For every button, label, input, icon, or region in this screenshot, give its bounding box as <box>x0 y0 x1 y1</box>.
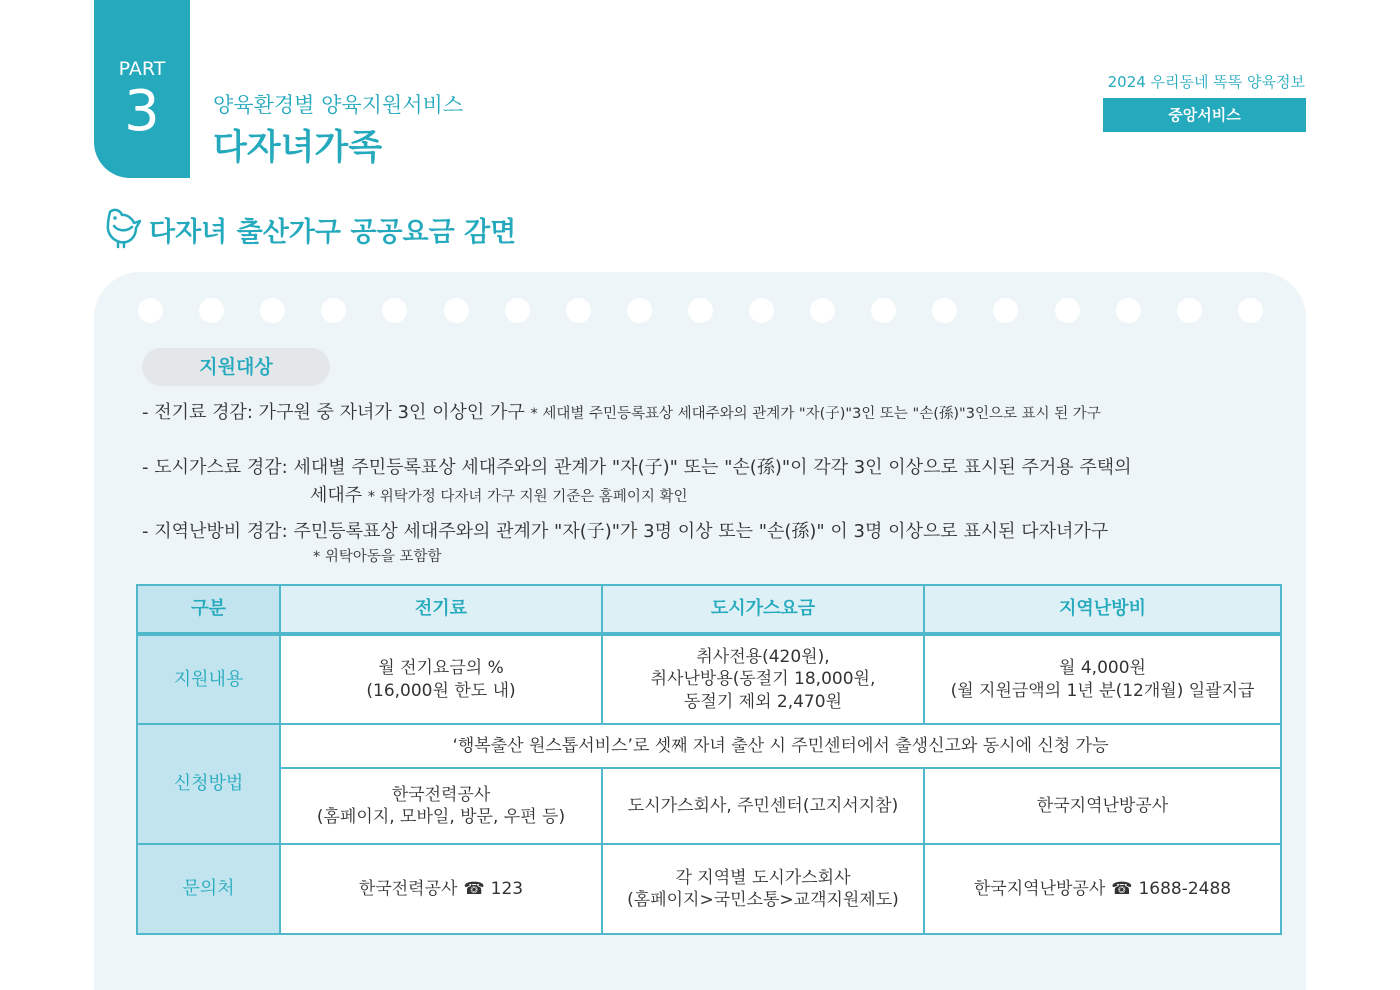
apply-electric <box>280 768 602 844</box>
contact-electric-org: 한국전력공사 <box>358 878 458 899</box>
electric-target-text: - 전기료 경감: 가구원 중 자녀가 3인 이상인 가구 <box>142 402 525 423</box>
support-heating <box>924 634 1281 724</box>
contact-gas-line1: 각 지역별 도시가스회사 <box>675 867 851 888</box>
heating-target-note <box>313 545 442 566</box>
table-row-apply-common <box>137 724 1281 768</box>
binder-dot <box>444 298 469 323</box>
support-heating-line2: (월 지원금액의 1년 분(12개월) 일괄지급 <box>950 680 1255 701</box>
contact-electric <box>280 844 602 934</box>
row-label-contact: 문의처 <box>137 844 280 934</box>
binder-dot <box>1055 298 1080 323</box>
contact-gas <box>602 844 924 934</box>
table-header-row <box>137 585 1281 634</box>
binder-dot <box>932 298 957 323</box>
phone-icon: ☎ <box>463 878 485 899</box>
binder-dot <box>749 298 774 323</box>
section-title: 다자녀 출산가구 공공요금 감면 <box>149 217 517 248</box>
part-number: 3 <box>124 79 160 144</box>
support-gas-line1: 취사전용(420원), <box>696 647 830 668</box>
support-gas <box>602 634 924 724</box>
row-label-apply: 신청방법 <box>137 724 280 844</box>
binder-dot <box>260 298 285 323</box>
part-tab <box>94 0 190 178</box>
support-gas-line3: 동절기 제외 2,470원 <box>683 691 842 712</box>
header-gas: 도시가스요금 <box>602 585 924 634</box>
apply-electric-line1: 한국전력공사 <box>391 784 491 805</box>
binder-dot <box>138 298 163 323</box>
binder-dot <box>505 298 530 323</box>
fee-discount-table <box>136 584 1282 935</box>
table-row-contact <box>137 844 1281 934</box>
binder-dot <box>993 298 1018 323</box>
bird-icon <box>100 206 144 250</box>
binder-dot <box>321 298 346 323</box>
apply-electric-line2: (홈페이지, 모바일, 방문, 우편 등) <box>316 807 566 827</box>
binder-dot <box>871 298 896 323</box>
binder-dot <box>627 298 652 323</box>
target-label: 지원대상 <box>142 348 330 386</box>
support-electric-line1: 월 전기요금의 % <box>378 658 504 679</box>
binder-dot <box>566 298 591 323</box>
gas-target-text: 세대주 <box>310 485 363 506</box>
apply-gas: 도시가스회사, 주민센터(고지서지참) <box>602 768 924 844</box>
phone-icon: ☎ <box>1111 878 1133 899</box>
gas-target-line1: - 도시가스료 경감: 세대별 주민등록표상 세대주와의 관계가 "자(子)" 또는 "손(孫)"이 각각 3인 이상으로 표시된 주거용 주택의 <box>142 457 1132 478</box>
publication-title: 2024 우리동네 똑똑 양육정보 <box>1107 73 1305 91</box>
contact-heating-org: 한국지역난방공사 <box>973 878 1106 899</box>
part-label: PART <box>118 58 166 80</box>
apply-common: ‘행복출산 원스톱서비스’로 셋째 자녀 출산 시 주민센터에서 출생신고와 동시에 신청 가능 <box>280 724 1281 768</box>
gas-target-note: * 위탁가정 다자녀 가구 지원 기준은 홈페이지 확인 <box>367 489 688 505</box>
support-gas-line2: 취사난방용(동절기 18,000원, <box>650 669 876 690</box>
header-category: 구분 <box>137 585 280 634</box>
gas-target-line2 <box>310 481 688 507</box>
electric-target-note: * 세대별 주민등록표상 세대주와의 관계가 "자(子)"3인 또는 "손(孫)"3인으로 표시 된 가구 <box>530 406 1101 422</box>
table-row-support <box>137 634 1281 724</box>
contact-electric-phone: 123 <box>490 878 524 899</box>
support-heating-line1: 월 4,000원 <box>1059 658 1146 679</box>
binder-dot <box>1238 298 1263 323</box>
binder-dot <box>199 298 224 323</box>
support-electric-line2: (16,000원 한도 내) <box>366 680 516 701</box>
support-electric <box>280 634 602 724</box>
binder-dots <box>138 298 1268 324</box>
heating-target-line1: - 지역난방비 경감: 주민등록표상 세대주와의 관계가 "자(子)"가 3명 이상 또는 "손(孫)" 이 3명 이상으로 표시된 다자녀가구 <box>142 521 1109 542</box>
electric-target <box>142 398 1101 424</box>
apply-heating: 한국지역난방공사 <box>924 768 1281 844</box>
binder-dot <box>810 298 835 323</box>
heating-target-note-text: * 위탁아동을 포함함 <box>313 549 442 565</box>
chapter-subtitle: 양육환경별 양육지원서비스 <box>213 93 464 117</box>
row-label-support: 지원내용 <box>137 634 280 724</box>
binder-dot <box>1116 298 1141 323</box>
binder-dot <box>382 298 407 323</box>
category-badge: 중앙서비스 <box>1103 98 1306 132</box>
header-electric: 전기료 <box>280 585 602 634</box>
contact-heating-phone: 1688-2488 <box>1138 878 1232 899</box>
header-heating: 지역난방비 <box>924 585 1281 634</box>
binder-dot <box>688 298 713 323</box>
binder-dot <box>1177 298 1202 323</box>
table-row-apply <box>137 768 1281 844</box>
chapter-title: 다자녀가족 <box>213 128 383 168</box>
contact-gas-line2: (홈페이지>국민소통>교객지원제도) <box>627 890 899 910</box>
contact-heating <box>924 844 1281 934</box>
